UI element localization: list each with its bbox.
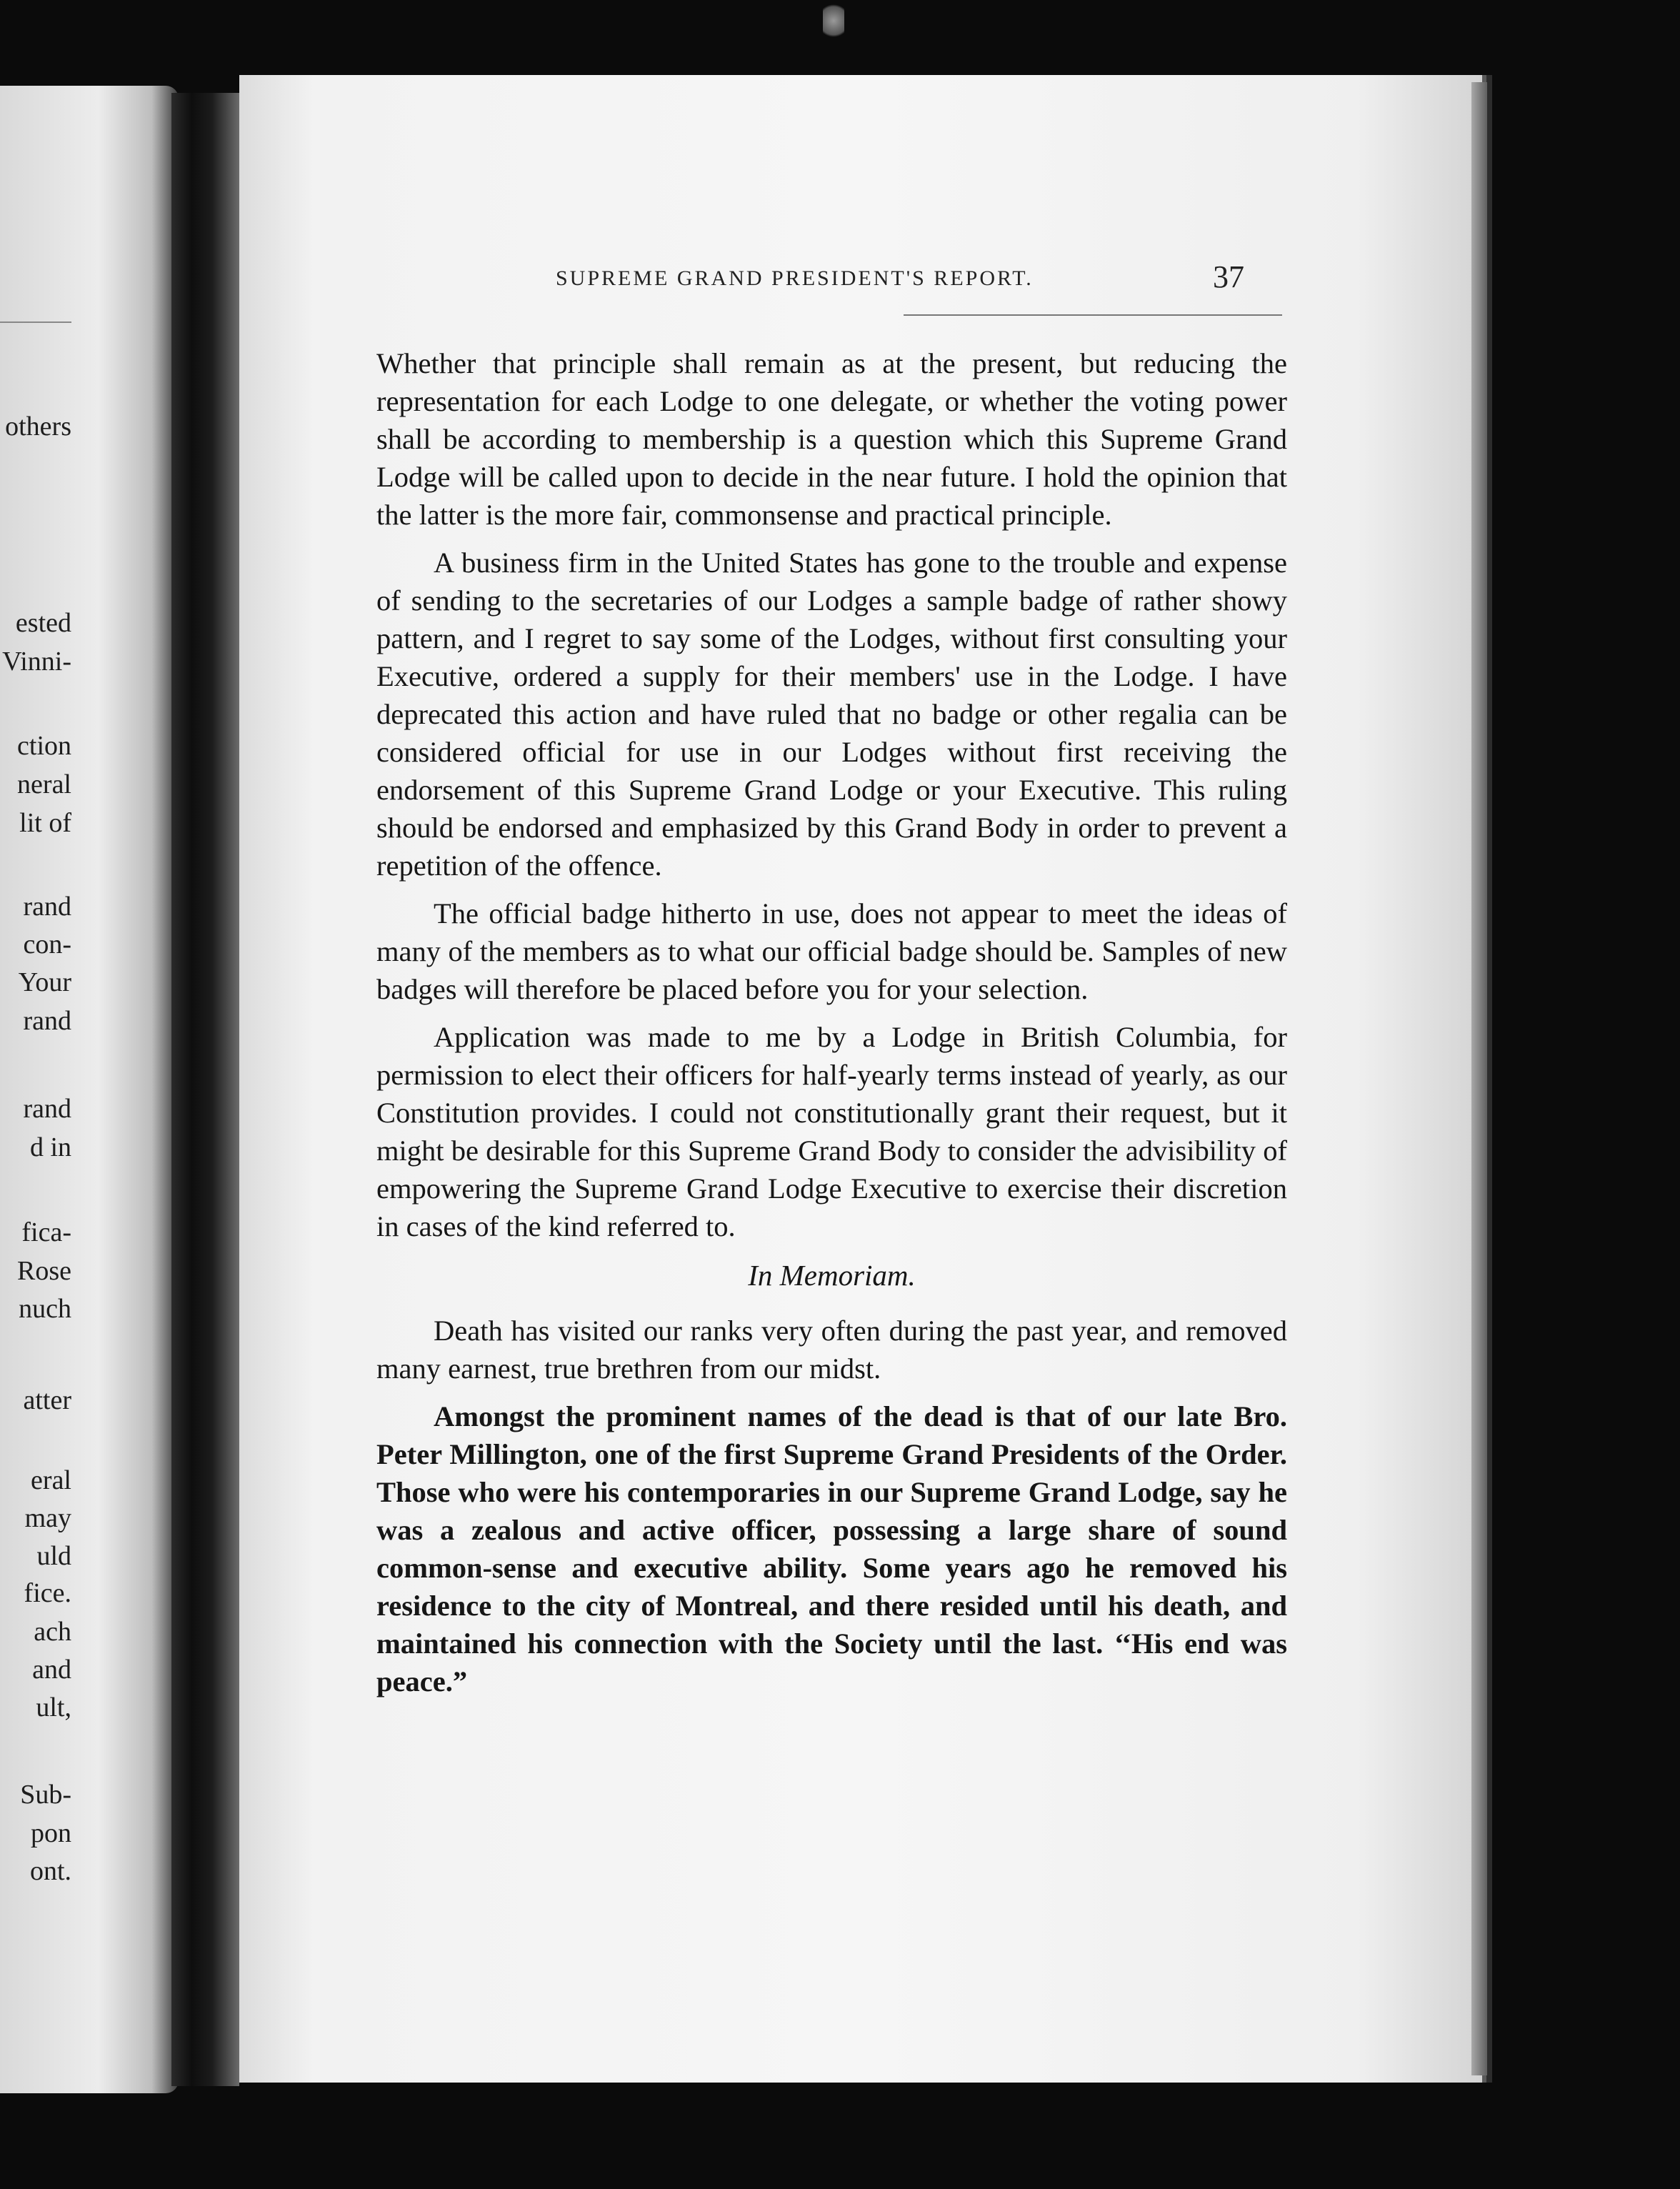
paragraph: Death has visited our ranks very often during the past year, and removed many earnest, true brethren from our midst. <box>376 1315 1287 1385</box>
previous-page-fragment: ult, <box>36 1692 71 1722</box>
previous-page-fragment: ction <box>17 731 71 761</box>
previous-page-fragment: pon <box>31 1818 71 1848</box>
paragraph: Amongst the prominent names of the dead is that of our late Bro. Peter Millington, one of the first Supreme Grand Presidents of the Order. Those who were his contemporaries in our Supreme Grand Lodge, say he was a zealous and active officer, possessing a large share of sound common-sense and executive ability. Some years ago he removed his residence to the city of Montreal, and there resided until his death, and maintained his connection with the Society until the last. ‘‘His end was peace.” <box>376 1400 1287 1697</box>
paragraph: The official badge hitherto in use, does not appear to meet the ideas of many of the members as to what our official badge should be. Samples of new badges will therefore be placed before you for your selection. <box>376 897 1287 1005</box>
previous-page-fragment: may <box>24 1503 71 1533</box>
previous-page-fragment: Your <box>18 967 71 997</box>
paragraph: A business firm in the United States has gone to the trouble and expense of sending to the secretaries of our Lodges a sample badge of rather showy pattern, and I regret to say some of the Lodges, without first consulting your Executive, ordered a supply for their members' use in the Lodge. I have deprecated this action and have ruled that no badge or other regalia can be considered official for use in our Lodges without first receiving the endorsement of this Supreme Grand Lodge or your Executive. This ruling should be endorsed and emphasized by this Grand Body in order to prevent a repetition of the offence. <box>376 547 1287 882</box>
previous-page-rule <box>0 321 71 323</box>
previous-page-fragment: rand <box>23 1094 71 1124</box>
page-body <box>376 344 1287 1710</box>
header-rule <box>904 314 1282 316</box>
previous-page-fragment: fice. <box>24 1578 71 1608</box>
previous-page-fragment: Vinni- <box>2 647 71 677</box>
previous-page-fragment: Rose <box>17 1256 71 1286</box>
previous-page-fragment: uld <box>36 1541 71 1571</box>
running-head: SUPREME GRAND PRESIDENT'S REPORT. <box>556 266 1034 290</box>
previous-page-fragment: lit of <box>19 808 71 838</box>
previous-page-fragment: con- <box>23 929 71 959</box>
book-gutter <box>171 93 239 2086</box>
page-stack-edge <box>1471 82 1487 2075</box>
previous-page-fragment: rand <box>23 1006 71 1036</box>
previous-page-fragment: Sub- <box>20 1780 71 1810</box>
previous-page-fragment: others <box>5 412 71 442</box>
previous-page-fragment: nuch <box>19 1294 71 1324</box>
previous-page-fragment: neral <box>17 769 71 799</box>
previous-page-fragment: and <box>32 1655 71 1685</box>
scan-blemish <box>823 0 844 41</box>
paragraph: Application was made to me by a Lodge in British Columbia, for permission to elect their officers for half-yearly terms instead of yearly, as our Constitution provides. I could not constitutionally grant their request, but it might be desirable for this Supreme Grand Body to consider the advisibility of empowering the Supreme Grand Lodge Executive to exercise their discretion in cases of the kind referred to. <box>376 1021 1287 1242</box>
previous-page-edge <box>0 86 179 2093</box>
previous-page-fragment: ont. <box>29 1856 71 1886</box>
previous-page-fragment: fica- <box>21 1217 71 1247</box>
previous-page-fragment: eral <box>31 1465 71 1495</box>
section-heading: In Memoriam. <box>748 1259 916 1292</box>
previous-page-fragment: rand <box>23 892 71 922</box>
previous-page-fragment: d in <box>29 1132 71 1162</box>
page-number: 37 <box>1213 259 1244 294</box>
previous-page-fragment: ested <box>15 608 71 638</box>
previous-page-fragment: atter <box>23 1385 71 1415</box>
paragraph: Whether that principle shall remain as at the present, but reducing the representation for each Lodge to one delegate, or whether the voting power shall be according to membership is a question which this Supreme Grand Lodge will be called upon to decide in the near future. I hold the opinion that the latter is the more fair, commonsense and practical principle. <box>376 347 1287 531</box>
previous-page-fragment: ach <box>34 1617 71 1647</box>
